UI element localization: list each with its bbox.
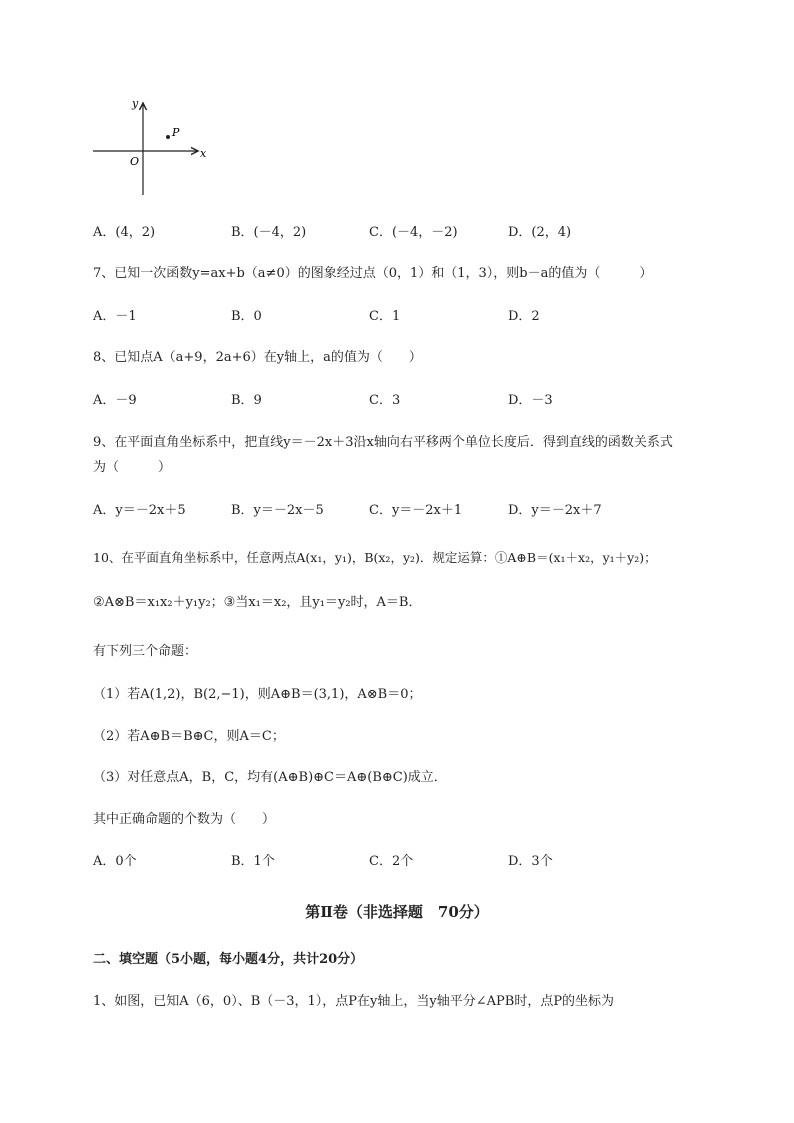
q6-option-c: C．(－4，－2): [369, 225, 458, 240]
q7-option-b: B．0: [231, 309, 262, 324]
x-axis-label: x: [200, 147, 207, 160]
point-p-label: P: [172, 126, 180, 139]
q8-option-c: C．3: [369, 393, 401, 408]
point-p: [166, 135, 170, 139]
origin-label: O: [130, 155, 140, 168]
y-axis-label: y: [132, 97, 139, 110]
q9-option-d: D．y＝－2x＋7: [508, 503, 602, 518]
q10-option-a: A．0个: [93, 854, 137, 869]
q10-proposition-2: （2）若A⊕B＝B⊕C，则A＝C；: [93, 729, 285, 744]
q9-stem-line1: 9、在平面直角坐标系中，把直线y＝－2x＋3沿x轴向右平移两个单位长度后．得到直线的函数关系式: [93, 435, 673, 450]
q10-question: 其中正确命题的个数为（ ）: [93, 812, 276, 827]
q8-option-d: D．－3: [508, 393, 553, 408]
q10-proposition-1: （1）若A(1,2)，B(2,−1)，则A⊕B＝(3,1)，A⊗B＝0；: [93, 687, 422, 702]
q6-option-b: B．(－4，2): [231, 225, 307, 240]
q7-stem: 7、已知一次函数y=ax+b（a≠0）的图象经过点（0，1）和（1，3），则b－a的值为（ ）: [93, 266, 653, 281]
q10-option-c: C．2个: [369, 854, 414, 869]
q10-option-d: D．3个: [508, 854, 553, 869]
q9-option-c: C．y＝－2x＋1: [369, 503, 463, 518]
section-heading: 二、填空题（5小题，每小题4分，共计20分）: [93, 952, 364, 967]
fill-q1-stem: 1、如图，已知A（6，0）、B（－3，1），点P在y轴上，当y轴平分∠APB时，点P的坐标为: [93, 994, 615, 1009]
q10-line1: 10、在平面直角坐标系中，任意两点A(x₁，y₁)，B(x₂，y₂)．规定运算：①A⊕B＝(x₁＋x₂，y₁＋y₂)；: [93, 550, 657, 565]
q10-option-b: B．1个: [231, 854, 275, 869]
q8-option-b: B．9: [231, 393, 262, 408]
q10-line2: ②A⊗B＝x₁x₂＋y₁y₂；③当x₁＝x₂，且y₁＝y₂时，A＝B．: [93, 595, 422, 610]
q8-stem: 8、已知点A（a+9，2a+6）在y轴上，a的值为（ ）: [93, 350, 422, 365]
q7-option-d: D．2: [508, 309, 540, 324]
q10-intro: 有下列三个命题：: [93, 644, 198, 659]
q6-option-a: A．(4，2): [93, 225, 156, 240]
coordinate-figure: [88, 95, 218, 200]
q7-option-a: A．－1: [93, 309, 137, 324]
q9-stem-line2: 为（ ）: [93, 460, 172, 475]
q6-option-d: D．(2，4): [508, 225, 572, 240]
q7-option-c: C．1: [369, 309, 401, 324]
q9-option-b: B．y＝－2x－5: [231, 503, 324, 518]
q8-option-a: A．－9: [93, 393, 137, 408]
q10-proposition-3: （3）对任意点A，B，C，均有(A⊕B)⊕C＝A⊕(B⊕C)成立．: [93, 770, 447, 785]
section-title: 第Ⅱ卷（非选择题 70分）: [305, 903, 489, 921]
q9-option-a: A．y＝－2x＋5: [93, 503, 186, 518]
